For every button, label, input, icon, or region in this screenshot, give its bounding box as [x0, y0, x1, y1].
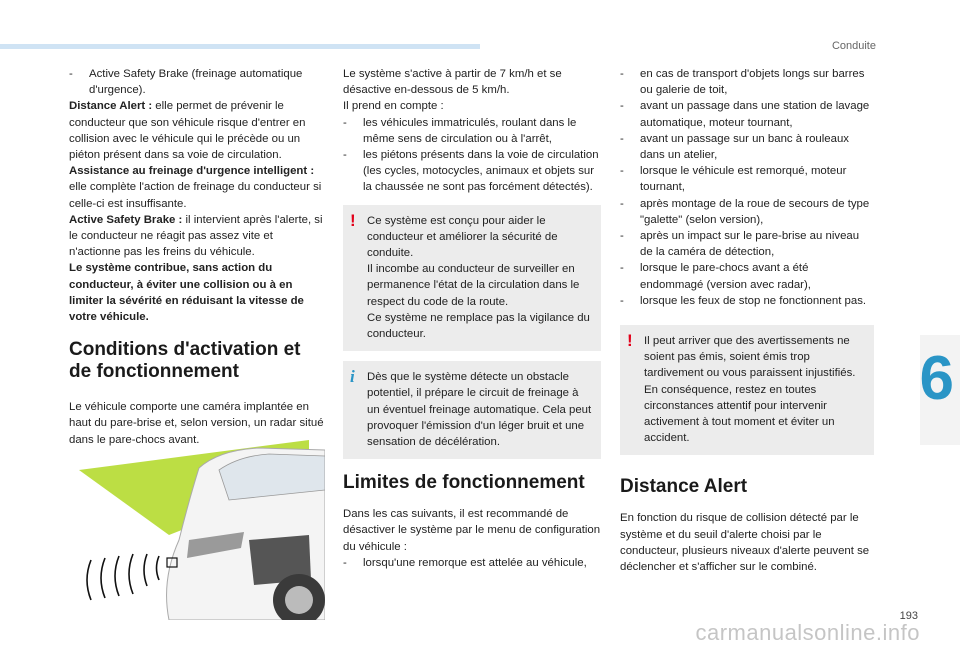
assist-para: Assistance au freinage d'urgence intelligent : elle complète l'action de freinage du conducteur si celle-ci est insuffisante.: [69, 165, 322, 210]
camera-para: Le véhicule comporte une caméra implantée en haut du pare-brise et, selon version, un radar situé dans le pare-chocs avant.: [69, 401, 324, 446]
header-accent-bar: [0, 44, 480, 49]
radar-waves: [87, 554, 159, 600]
section-title: Conduite: [831, 40, 876, 52]
warning-icon: !: [350, 210, 356, 230]
column-1: [69, 66, 325, 448]
chapter-number: 6: [919, 344, 954, 413]
list-item: - lorsque le pare-chocs avant a été endommagé (version avec radar),: [620, 262, 811, 291]
page-number: 193: [899, 610, 918, 622]
takes-account-label: Il prend en compte :: [343, 100, 444, 113]
list-item: - après un impact sur le pare-brise au niveau de la caméra de détection,: [620, 230, 860, 259]
section-heading: Distance Alert: [620, 476, 748, 498]
distance-alert-para: Distance Alert : elle permet de prévenir le conducteur que son véhicule risque d'entrer en collision avec le véhicule qui le précède ou un piéton présent dans sa voie de circulation.: [69, 100, 306, 162]
system-contribution-para: Le système contribue, sans action du conducteur, à éviter une collision ou à en limiter la sévérité en réduisant la vitesse de votre véhicule.: [69, 262, 304, 324]
wheel-rim: [285, 586, 313, 614]
list-item: - avant un passage sur un banc à rouleaux dans un atelier,: [620, 132, 849, 162]
column-2: [343, 66, 601, 571]
list-item: - en cas de transport d'objets longs sur barres ou galerie de toit,: [620, 68, 865, 97]
list-item: - lorsqu'une remorque est attelée au véhicule,: [343, 556, 587, 569]
warning-box: ! Ce système est conçu pour aider le conducteur et améliorer la sécurité de conduite. Il incombe au conducteur de surveiller en permanence l'état de la circulation dans le respect du code de la route. Ce système ne remplace pas la vigilance du conducteur.: [343, 205, 601, 352]
warning-box: ! Il peut arriver que des avertissements ne soient pas émis, soient émis trop tardivement ou vous paraissent injustifiés. En conséquence, restez en toutes circonstances attentif pour intervenir activement à tout moment et éviter un accident.: [620, 325, 874, 455]
column-3: [620, 66, 874, 575]
list-item: - lorsque le véhicule est remorqué, moteur tournant,: [620, 165, 847, 194]
list-item: - les véhicules immatriculés, roulant dans le même sens de circulation ou à l'arrêt,: [343, 116, 577, 145]
warning-icon: !: [627, 331, 633, 351]
list-item: - Active Safety Brake (freinage automatique d'urgence).: [69, 68, 303, 97]
list-item: - les piétons présents dans la voie de circulation (les cycles, motocycles, animaux et objets sur la chaussée ne sont pas forcément détectés).: [343, 149, 599, 194]
list-item: - avant un passage dans une station de lavage automatique, moteur tournant,: [620, 100, 870, 129]
section-heading: Limites de fonctionnement: [343, 472, 585, 494]
section-heading: Conditions d'activation et de fonctionnement: [69, 339, 301, 383]
asb-para: Active Safety Brake : il intervient après l'alerte, si le conducteur ne réagit pas assez vite et n'actionne pas les freins du véhicule.: [69, 213, 323, 259]
car-detection-illustration: [69, 440, 325, 620]
list-item: - après montage de la roue de secours de type "galette" (selon version),: [620, 197, 870, 226]
watermark: carmanualsonline.info: [695, 620, 920, 645]
list-item: - lorsque les feux de stop ne fonctionnent pas.: [620, 294, 867, 307]
info-box: i Dès que le système détecte un obstacle potentiel, il prépare le circuit de freinage à un éventuel freinage automatique. Cela peut provoquer l'émission d'un léger bruit et une sensation de décélération.: [343, 361, 601, 459]
limits-intro: Dans les cas suivants, il est recommandé de désactiver le système par le menu de configuration du véhicule :: [343, 508, 601, 553]
distance-alert-description: En fonction du risque de collision détecté par le système et du seuil d'alerte choisi par le conducteur, plusieurs niveaux d'alerte peuvent se déclencher et s'afficher sur le combiné.: [620, 512, 870, 574]
activation-para: Le système s'active à partir de 7 km/h et se désactive en-dessous de 5 km/h.: [343, 68, 562, 97]
info-icon: i: [350, 367, 355, 387]
